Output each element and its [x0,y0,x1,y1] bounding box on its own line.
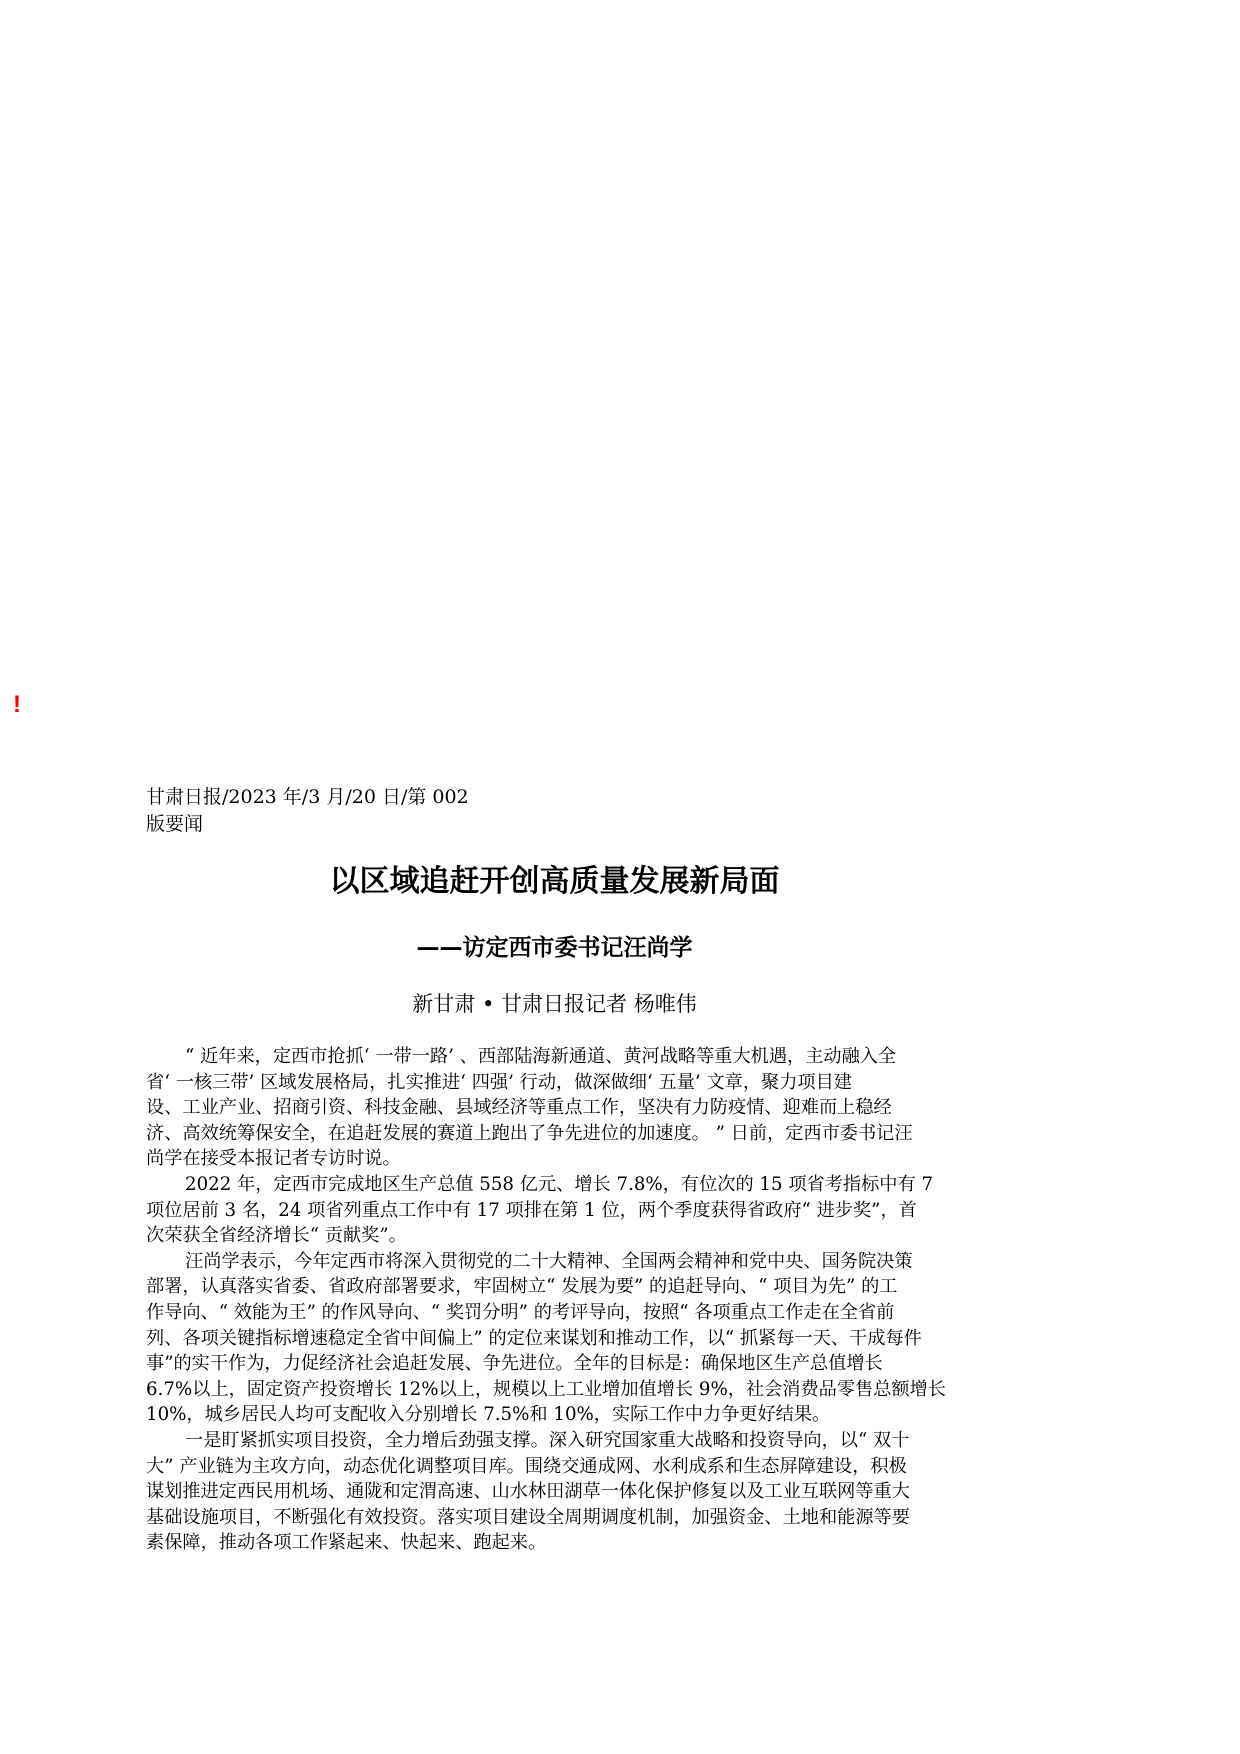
paragraph-line: 素保障，推动各项工作紧起来、快起来、跑起来。 [146,1532,547,1554]
document-header [146,784,469,838]
paragraph-line: 尚学在接受本报记者专访时说。 [146,1148,401,1170]
paragraph-line: 10%，城乡居民人均可支配收入分别增长 7.5%和 10%，实际工作中力争更好结果。 [146,1404,831,1426]
paragraph-line: 大” 产业链为主攻方向，动态优化调整项目库。围绕交通成网、水利成系和生态屏障建设，积极 [146,1455,907,1477]
paragraph-1 [146,1044,974,1172]
article-body [146,1044,974,1556]
paragraph-line: 次荣获全省经济增长“ 贡献奖”。 [146,1225,407,1247]
section-line: 版要闻 [146,813,204,835]
paragraph-2 [146,1172,974,1249]
red-exclamation-mark: ! [13,691,21,718]
paragraph-line: 谋划推进定西民用机场、通陇和定渭高速、山水林田湖草一体化保护修复以及工业互联网等重大 [146,1481,910,1503]
paragraph-line: “ 近年来，定西市抢抓‘ 一带一路’ 、西部陆海新通道、黄河战略等重大机遇，主动融入全 [185,1046,897,1067]
paragraph-line: 事”的实干作为，力促经济社会追赶发展、争先进位。全年的目标是：确保地区生产总值增长 [146,1353,883,1375]
paragraph-line: 基础设施项目，不断强化有效投资。落实项目建设全周期调度机制，加强资金、土地和能源等要 [146,1506,910,1528]
article-title: 以区域追赶开创高质量发展新局面 [329,864,780,899]
article-byline: 新甘肃 • 甘肃日报记者 杨唯伟 [412,992,697,1016]
paragraph-line: 济、高效统筹保安全，在追赶发展的赛道上跑出了争先进位的加速度。 ” 日前，定西市委书记汪 [146,1122,913,1144]
paragraph-line: 设、工业产业、招商引资、科技金融、县域经济等重点工作，坚决有力防疫情、迎难而上稳经 [146,1097,892,1119]
paragraph-line: 省‘ 一核三带’ 区域发展格局，扎实推进‘ 四强’ 行动，做深做细‘ 五量’ 文章，聚力项目建 [146,1071,852,1093]
paragraph-line: 6.7%以上，固定资产投资增长 12%以上，规模以上工业增加值增长 9%，社会消费品零售总额增长 [146,1378,946,1400]
paragraph-3 [146,1249,974,1428]
paragraph-line: 作导向、“ 效能为王” 的作风导向、“ 奖罚分明” 的考评导向，按照“ 各项重点工作走在全省前 [146,1301,895,1323]
article-subtitle: ——访定西市委书记汪尚学 [416,935,693,961]
paragraph-line: 部署，认真落实省委、省政府部署要求，牢固树立“ 发展为要” 的追赶导向、“ 项目为先” 的工 [146,1276,898,1298]
source-line: 甘肃日报/2023 年/3 月/20 日/第 002 [146,786,469,808]
paragraph-line: 一是盯紧抓实项目投资，全力增后劲强支撑。深入研究国家重大战略和投资导向，以“ 双十 [185,1429,910,1451]
paragraph-line: 汪尚学表示，今年定西市将深入贯彻党的二十大精神、全国两会精神和党中央、国务院决策 [185,1250,913,1272]
paragraph-line: 列、各项关键指标增速稳定全省中间偏上” 的定位来谋划和推动工作，以“ 抓紧每一天、干成每件 [146,1327,922,1349]
paragraph-line: 项位居前 3 名，24 项省列重点工作中有 17 项排在第 1 位，两个季度获得省政府“ 进步奖”，首 [146,1199,917,1221]
paragraph-4 [146,1428,974,1556]
paragraph-line: 2022 年，定西市完成地区生产总值 558 亿元、增长 7.8%，有位次的 15 项省考指标中有 7 [185,1173,934,1195]
